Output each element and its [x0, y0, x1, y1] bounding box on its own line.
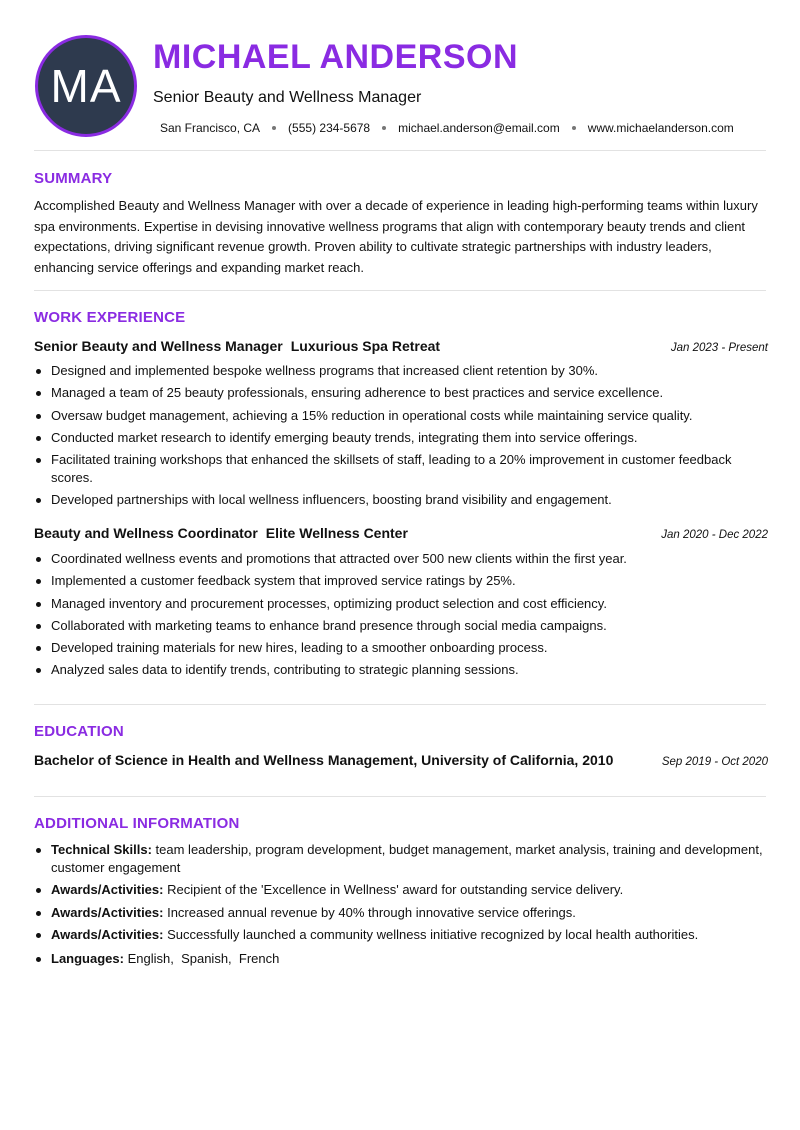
job-dates: Jan 2023 - Present [670, 342, 768, 354]
avatar [35, 35, 137, 137]
list-item [34, 950, 768, 968]
item-label: Technical Skills: [51, 842, 152, 857]
contact-line [160, 121, 734, 135]
item-text: English, Spanish, French [127, 950, 280, 966]
contact-phone: (555) 234-5678 [288, 121, 371, 135]
job-bullets [34, 550, 768, 684]
list-item: Designed and implemented bespoke wellness programs that increased client retention by 30%. [34, 362, 768, 380]
job-company: Elite Wellness Center [265, 525, 408, 541]
resume-header [0, 0, 800, 150]
job-bullets [34, 362, 768, 514]
section-divider [34, 150, 766, 151]
section-divider [34, 704, 766, 705]
candidate-title: Senior Beauty and Wellness Manager [153, 89, 422, 106]
education-entry [34, 752, 768, 768]
education-heading: EDUCATION [34, 723, 124, 740]
contact-location: San Francisco, CA [160, 121, 261, 135]
contact-email[interactable]: michael.anderson@email.com [398, 121, 560, 135]
item-label: Awards/Activities: [51, 926, 164, 942]
item-text: team leadership, program development, budget management, market analysis, training and development, customer engagement [51, 842, 763, 875]
section-divider [34, 796, 766, 797]
additional-heading: ADDITIONAL INFORMATION [34, 815, 240, 832]
list-item: Conducted market research to identify emerging beauty trends, integrating them into service offerings. [34, 429, 768, 447]
job-role: Beauty and Wellness Coordinator [34, 525, 258, 541]
avatar-initials: MA [50, 60, 122, 112]
item-label: Languages: [51, 950, 124, 966]
list-item: Facilitated training workshops that enhanced the skillsets of staff, leading to a 20% improvement in customer feedback scores. [34, 451, 768, 487]
list-item [34, 841, 768, 877]
item-text: Increased annual revenue by 40% through innovative service offerings. [167, 904, 576, 920]
job-company: Luxurious Spa Retreat [290, 338, 441, 354]
separator-dot-icon [382, 126, 386, 130]
section-divider [34, 290, 766, 291]
item-text: Successfully launched a community wellness initiative recognized by local health authorities. [167, 926, 699, 942]
list-item: Oversaw budget management, achieving a 15% reduction in operational costs while maintaining service quality. [34, 407, 768, 425]
job-role: Senior Beauty and Wellness Manager [34, 338, 283, 354]
additional-list [34, 841, 768, 972]
list-item: Developed training materials for new hires, leading to a smoother onboarding process. [34, 639, 768, 657]
job-role-company [34, 525, 408, 543]
job-header [34, 338, 768, 356]
summary-heading: SUMMARY [34, 170, 113, 187]
separator-dot-icon [572, 126, 576, 130]
list-item [34, 904, 768, 922]
list-item: Analyzed sales data to identify trends, contributing to strategic planning sessions. [34, 661, 768, 679]
list-item: Implemented a customer feedback system that improved service ratings by 25%. [34, 572, 768, 590]
list-item: Managed inventory and procurement processes, optimizing product selection and cost efficiency. [34, 595, 768, 613]
education-degree: Bachelor of Science in Health and Wellness Management, University of California, 2010 [34, 752, 614, 768]
job-dates: Jan 2020 - Dec 2022 [661, 529, 768, 541]
education-dates: Sep 2019 - Oct 2020 [661, 756, 768, 768]
job-header [34, 525, 768, 543]
separator-dot-icon [272, 126, 276, 130]
list-item: Developed partnerships with local wellness influencers, boosting brand visibility and engagement. [34, 491, 768, 509]
list-item: Collaborated with marketing teams to enhance brand presence through social media campaigns. [34, 617, 768, 635]
item-label: Awards/Activities: [51, 882, 164, 898]
item-label: Awards/Activities: [51, 904, 164, 920]
list-item: Managed a team of 25 beauty professionals, ensuring adherence to best practices and service excellence. [34, 384, 768, 402]
item-text: Recipient of the 'Excellence in Wellness' award for outstanding service delivery. [167, 882, 624, 898]
job-role-company [34, 338, 440, 356]
list-item: Coordinated wellness events and promotions that attracted over 500 new clients within the first year. [34, 550, 768, 568]
candidate-name: MICHAEL ANDERSON [153, 38, 519, 76]
experience-heading: WORK EXPERIENCE [34, 309, 186, 326]
contact-website[interactable]: www.michaelanderson.com [587, 121, 734, 135]
summary-text: Accomplished Beauty and Wellness Manager with over a decade of experience in leading high-performing teams within luxury spa environments. Expertise in devising innovative wellness programs that align with contemporary beauty trends and client expectations, driving significant revenue growth. Proven ability to cultivate strategic partnerships with industry leaders, enhancing service offerings and expanding market reach. [34, 198, 758, 275]
list-item [34, 926, 768, 944]
list-item [34, 881, 768, 899]
